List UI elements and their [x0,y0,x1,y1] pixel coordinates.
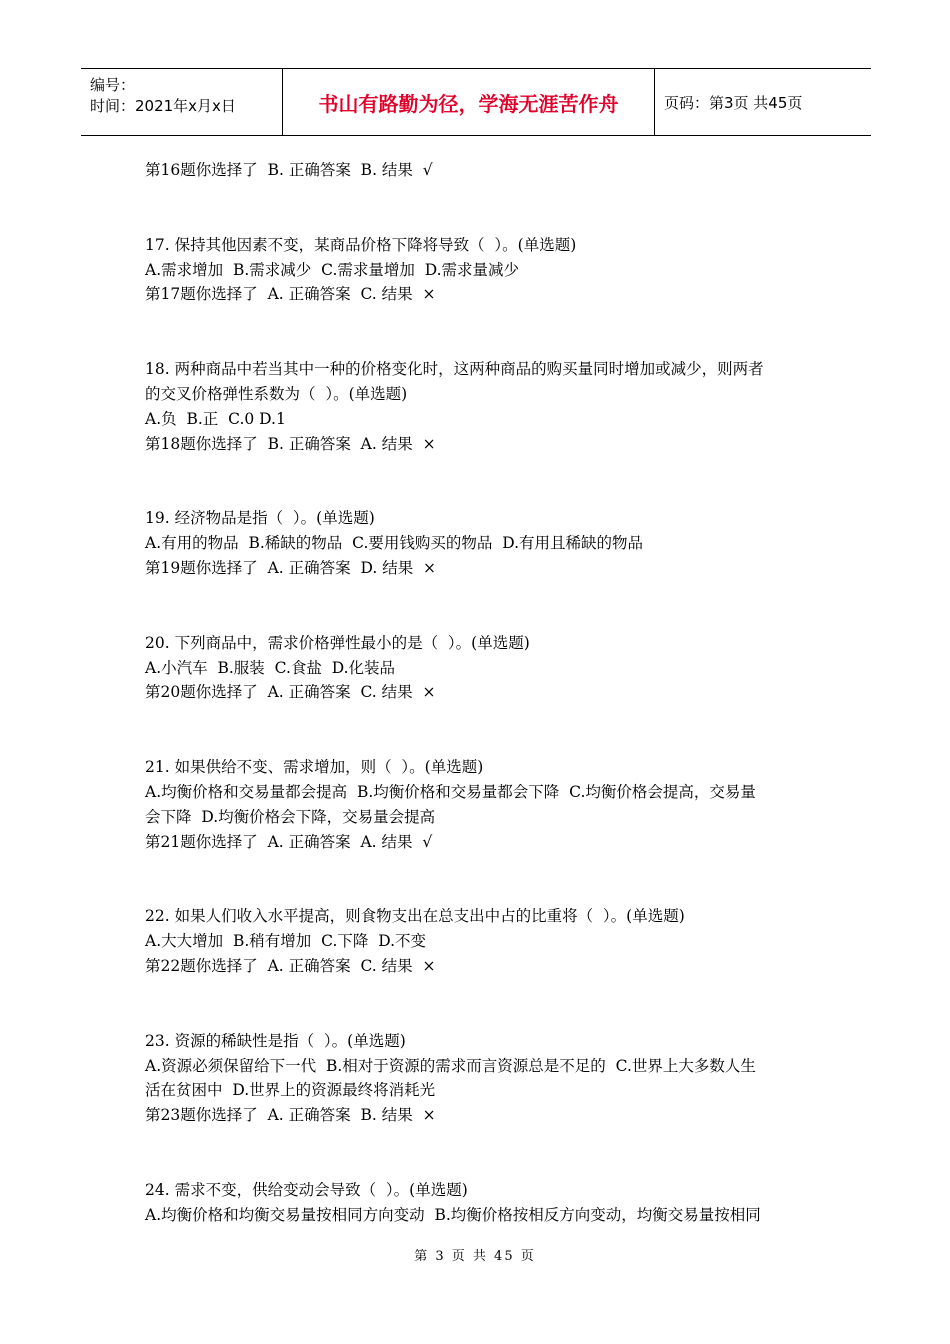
number-label: 编号： [90,76,136,94]
text-line: 17. 保持其他因素不变，某商品价格下降将导致（ ）。(单选题) [145,235,577,254]
text-line: 20. 下列商品中，需求价格弹性最小的是（ ）。(单选题) [145,633,530,652]
question-block [145,233,815,307]
text-line: 第20题你选择了 A. 正确答案 C. 结果 × [145,683,436,702]
date-label: 时间：2021年x月x日 [90,97,236,115]
text-line: 第18题你选择了 B. 正确答案 A. 结果 × [145,434,436,453]
question-block [145,904,815,978]
text-line: A.大大增加 B.稍有增加 C.下降 D.不变 [145,932,427,951]
text-line: 的交叉价格弹性系数为（ ）。(单选题) [145,384,408,403]
question-block [145,1029,815,1128]
text-line: 第19题你选择了 A. 正确答案 D. 结果 × [145,558,437,577]
page-footer: 第 3 页 共 45 页 [414,1249,536,1264]
text-line: 会下降 D.均衡价格会下降，交易量会提高 [145,807,436,826]
header-motto: 书山有路勤为径，学海无涯苦作舟 [318,91,619,116]
text-line: 第16题你选择了 B. 正确答案 B. 结果 √ [145,161,433,179]
header-page-info: 页码：第3页 共45页 [664,93,803,112]
text-line: 第21题你选择了 A. 正确答案 A. 结果 √ [145,832,433,851]
question-block [145,158,815,183]
page-header [81,68,871,136]
text-line: A.均衡价格和均衡交易量按相同方向变动 B.均衡价格按相反方向变动，均衡交易量按相同 [145,1205,761,1224]
text-line: 23. 资源的稀缺性是指（ ）。(单选题) [145,1031,406,1050]
header-left [90,75,236,117]
header-divider [654,69,655,135]
text-line: A.小汽车 B.服装 C.食盐 D.化装品 [145,658,396,677]
text-line: 第22题你选择了 A. 正确答案 C. 结果 × [145,956,436,975]
question-block [145,631,815,705]
text-line: A.均衡价格和交易量都会提高 B.均衡价格和交易量都会下降 C.均衡价格会提高，交易量 [145,782,756,801]
question-block [145,1178,815,1228]
text-line: 活在贫困中 D.世界上的资源最终将消耗光 [145,1081,436,1100]
question-block [145,357,815,456]
text-line: A.需求增加 B.需求减少 C.需求量增加 D.需求量减少 [145,260,520,279]
question-block [145,755,815,854]
text-line: A.资源必须保留给下一代 B.相对于资源的需求而言资源总是不足的 C.世界上大多数人生 [145,1056,756,1075]
text-line: 第23题你选择了 A. 正确答案 B. 结果 × [145,1106,436,1125]
text-line: 21. 如果供给不变、需求增加，则（ ）。(单选题) [145,758,484,777]
text-line: A.负 B.正 C.0 D.1 [145,409,286,428]
text-line: 22. 如果人们收入水平提高，则食物支出在总支出中占的比重将（ ）。(单选题) [145,907,685,926]
text-line: 24. 需求不变，供给变动会导致（ ）。(单选题) [145,1180,468,1199]
text-line: 18. 两种商品中若当其中一种的价格变化时，这两种商品的购买量同时增加或减少，则两者 [145,360,764,379]
question-block [145,506,815,580]
document-body [145,158,815,1278]
text-line: 19. 经济物品是指（ ）。(单选题) [145,509,375,528]
text-line: 第17题你选择了 A. 正确答案 C. 结果 × [145,285,436,304]
text-line: A.有用的物品 B.稀缺的物品 C.要用钱购买的物品 D.有用且稀缺的物品 [145,534,644,553]
